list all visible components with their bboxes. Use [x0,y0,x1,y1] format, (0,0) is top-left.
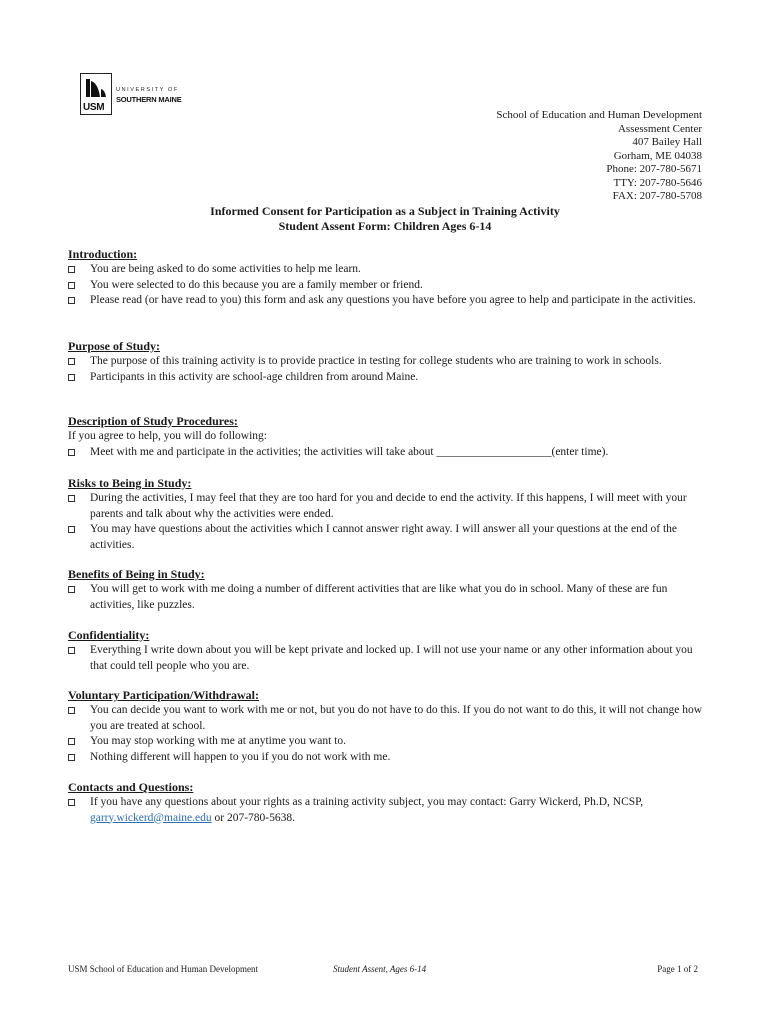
address-line: 407 Bailey Hall [632,136,702,148]
checkbox-icon [68,266,75,273]
checkbox-icon [68,754,75,761]
logo-usm-text: USM [83,102,105,113]
checkbox-icon [68,449,75,456]
logo-building-icon [84,77,108,99]
section-risks [68,476,708,553]
list-item: You are being asked to do some activities to help me learn. [68,262,708,278]
usm-logo [80,73,190,117]
section-heading: Contacts and Questions: [68,780,194,794]
section-benefits [68,567,708,613]
list-item: You were selected to do this because you are a family member or friend. [68,278,708,294]
checkbox-icon [68,282,75,289]
checkbox-icon [68,647,75,654]
list-item: If you have any questions about your rights as a training activity subject, you may contact: Garry Wickerd, Ph.D, NCSP, garry.wickerd@maine.edu or 207-780-5638. [68,795,708,826]
list-item: Please read (or have read to you) this form and ask any questions you have before you agree to help and participate in the activities. [68,293,708,309]
section-procedures [68,414,708,460]
address-line: TTY: 207-780-5646 [613,176,702,189]
list-item: Everything I write down about you will be kept private and locked up. I will not use your name or any other information about you that could tell people who you are. [68,643,708,674]
checkbox-icon [68,297,75,304]
document-title: Informed Consent for Participation as a Subject in Training Activity [210,204,560,218]
list-item: Meet with me and participate in the activities; the activities will take about ____________________(enter time). [68,445,708,461]
document-subtitle: Student Assent Form: Children Ages 6-14 [278,219,492,233]
section-voluntary [68,688,708,765]
section-purpose [68,339,708,385]
footer-left: USM School of Education and Human Development [68,964,258,974]
address-line: Assessment Center [617,122,702,135]
section-confidentiality [68,628,708,674]
list-item: During the activities, I may feel that they are too hard for you and decide to end the activity. If this happens, I will meet with your parents and talk about why the activities were ended. [68,491,708,522]
address-line: School of Education and Human Development [496,109,702,121]
checkbox-icon [68,707,75,714]
section-heading: Description of Study Procedures: [68,414,238,428]
list-item: You may have questions about the activities which I cannot answer right away. I will answer all your questions at the end of the activities. [68,522,708,553]
list-item: Nothing different will happen to you if you do not work with me. [68,750,708,766]
address-line: Gorham, ME 04038 [613,149,702,162]
procedures-intro: If you agree to help, you will do following: [68,430,267,442]
list-item: You will get to work with me doing a number of different activities that are like what you do in school. Many of these are fun activities, like puzzles. [68,582,708,613]
checkbox-icon [68,495,75,502]
list-item: Participants in this activity are school-age children from around Maine. [68,370,708,386]
list-item: The purpose of this training activity is to provide practice in testing for college students who are training to work in schools. [68,354,708,370]
email-link[interactable]: garry.wickerd@maine.edu [90,811,212,824]
page-number: Page 1 of 2 [657,964,698,974]
section-introduction [68,247,708,309]
section-heading: Confidentiality: [68,628,150,642]
checkbox-icon [68,358,75,365]
checkbox-icon [68,738,75,745]
checkbox-icon [68,799,75,806]
checkbox-icon [68,374,75,381]
section-heading: Purpose of Study: [68,339,161,353]
list-item: You may stop working with me at anytime you want to. [68,734,708,750]
section-contacts [68,780,708,826]
checkbox-icon [68,586,75,593]
section-heading: Voluntary Participation/Withdrawal: [68,688,260,702]
logo-southern-maine: SOUTHERN MAINE [116,95,182,104]
logo-mark [80,73,112,115]
address-line: Phone: 207-780-5671 [606,163,702,175]
address-block [496,109,702,204]
section-heading: Benefits of Being in Study: [68,567,205,581]
section-heading: Risks to Being in Study: [68,476,192,490]
logo-university-of: UNIVERSITY OF [116,87,179,93]
section-heading: Introduction: [68,247,138,261]
address-line: FAX: 207-780-5708 [612,190,702,202]
list-item: You can decide you want to work with me or not, but you do not have to do this. If you do not want to do this, it will not change how you are treated at school. [68,703,708,734]
footer-middle: Student Assent, Ages 6-14 [333,964,427,974]
checkbox-icon [68,526,75,533]
